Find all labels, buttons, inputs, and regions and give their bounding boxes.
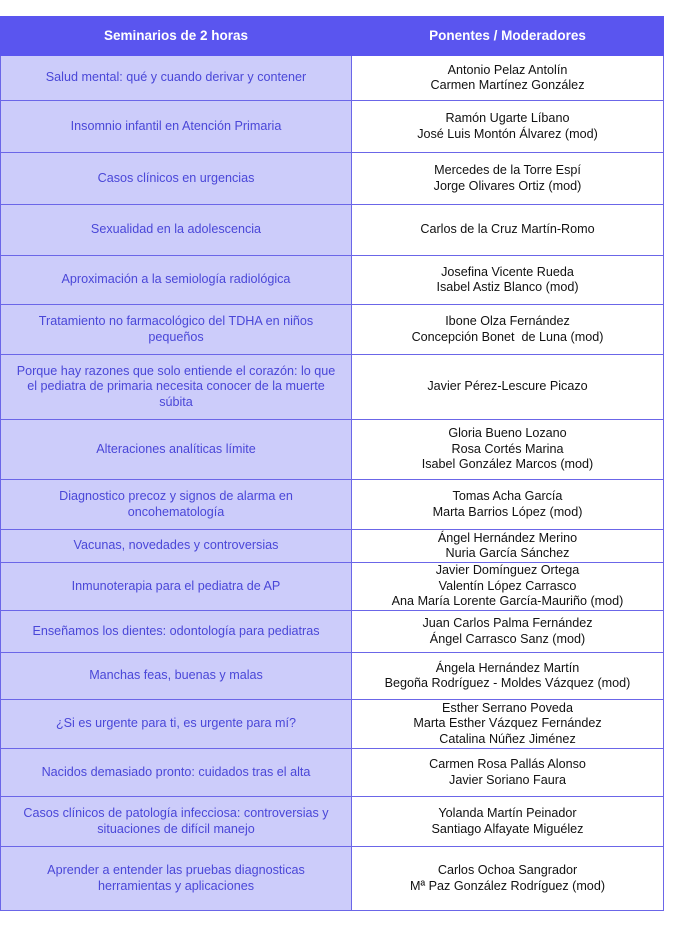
speaker-name: Nuria García Sánchez [445, 546, 570, 560]
header-speakers: Ponentes / Moderadores [352, 17, 664, 56]
seminar-title [1, 101, 352, 153]
speaker-name: Mª Paz González Rodríguez (mod) [409, 878, 606, 893]
speaker-name: Javier Pérez-Lescure Picazo [427, 379, 588, 394]
speaker-name: Carmen Martínez González [430, 78, 585, 92]
seminar-title-line: oncohematología [127, 504, 225, 519]
table-row [1, 847, 664, 911]
seminar-title-line: Enseñamos los dientes: odontología para pediatras [32, 623, 320, 638]
speaker-name: Santiago Alfayate Miguélez [431, 821, 584, 836]
speaker-name: Josefina Vicente Rueda [441, 264, 574, 279]
seminar-title-line: situaciones de difícil manejo [97, 821, 255, 836]
seminar-title-line: súbita [159, 394, 193, 409]
seminar-title [1, 56, 352, 101]
seminar-title [1, 611, 352, 653]
table-row [1, 530, 664, 563]
table-row [1, 700, 664, 749]
seminar-title-line: Insomnio infantil en Atención Primaria [70, 118, 282, 133]
speaker-name: José Luis Montón Álvarez (mod) [417, 126, 598, 141]
speakers-cell [352, 847, 664, 911]
seminar-title [1, 749, 352, 797]
speaker-name: Ángela Hernández Martín [435, 660, 580, 675]
table-row [1, 563, 664, 611]
speaker-name: Isabel Astiz Blanco (mod) [436, 280, 579, 294]
speakers-cell [352, 101, 664, 153]
speakers-cell [352, 700, 664, 749]
speakers-cell [352, 355, 664, 420]
table-row [1, 749, 664, 797]
seminar-title-line: pequeños [148, 329, 204, 344]
seminar-title [1, 797, 352, 847]
speaker-name: Antonio Pelaz Antolín [447, 62, 568, 77]
seminar-title-line: Nacidos demasiado pronto: cuidados tras el alta [41, 764, 311, 779]
speaker-name: Rosa Cortés Marina [451, 441, 564, 456]
table-row [1, 153, 664, 205]
speakers-cell [352, 256, 664, 305]
seminar-title [1, 256, 352, 305]
speaker-name: Concepción Bonet de Luna (mod) [411, 329, 604, 344]
seminar-title-line: Sexualidad en la adolescencia [90, 222, 262, 237]
speaker-name: Juan Carlos Palma Fernández [422, 616, 593, 630]
seminar-title-line: Manchas feas, buenas y malas [89, 668, 263, 683]
table-row [1, 101, 664, 153]
seminar-title-line: Alteraciones analíticas límite [96, 441, 256, 456]
table-row [1, 480, 664, 530]
table-row [1, 205, 664, 256]
speakers-cell [352, 153, 664, 205]
table-row [1, 305, 664, 355]
speakers-cell [352, 305, 664, 355]
seminar-title-line: Casos clínicos en urgencias [97, 170, 255, 185]
seminar-title-line: herramientas y aplicaciones [97, 878, 255, 893]
speaker-name: Ibone Olza Fernández [445, 314, 570, 328]
seminar-title-line: Salud mental: qué y cuando derivar y contener [45, 70, 307, 85]
speakers-cell [352, 56, 664, 101]
seminar-title-line: Aproximación a la semiología radiológica [61, 272, 291, 287]
speaker-name: Tomas Acha García [452, 489, 563, 503]
speakers-cell [352, 563, 664, 611]
table-row [1, 611, 664, 653]
seminar-title [1, 530, 352, 563]
seminar-title [1, 205, 352, 256]
table-header-row [1, 17, 664, 56]
speaker-name: Gloria Bueno Lozano [448, 426, 567, 441]
seminar-title-line: el pediatra de primaria necesita conocer de la muerte [27, 379, 325, 394]
speaker-name: Marta Barrios López (mod) [432, 504, 583, 519]
seminar-title [1, 480, 352, 530]
speaker-name: Carmen Rosa Pallás Alonso [429, 757, 586, 771]
table-row [1, 256, 664, 305]
speaker-name: Catalina Núñez Jiménez [439, 731, 576, 746]
seminar-title-line: Porque hay razones que solo entiende el corazón: lo que [16, 363, 336, 378]
speakers-cell [352, 530, 664, 563]
speaker-name: Ramón Ugarte Líbano [445, 111, 570, 125]
seminar-title [1, 153, 352, 205]
seminar-title-line: Diagnostico precoz y signos de alarma en [59, 489, 293, 503]
speaker-name: Javier Soriano Faura [449, 772, 566, 787]
speakers-cell [352, 205, 664, 256]
speaker-name: Carlos Ochoa Sangrador [437, 863, 578, 877]
seminar-title-line: Tratamiento no farmacológico del TDHA en niños [38, 314, 314, 328]
speaker-name: Begoña Rodríguez - Moldes Vázquez (mod) [384, 676, 631, 690]
seminar-title [1, 355, 352, 420]
seminar-title [1, 563, 352, 611]
table-row [1, 56, 664, 101]
table-body [1, 56, 664, 911]
seminar-title-line: Vacunas, novedades y controversias [73, 538, 279, 553]
speaker-name: Ángel Hernández Merino [437, 530, 578, 545]
seminar-title-line: ¿Si es urgente para ti, es urgente para mí? [55, 716, 297, 731]
speakers-cell [352, 480, 664, 530]
speaker-name: Esther Serrano Poveda [442, 700, 573, 715]
seminars-table [0, 16, 664, 911]
table-row [1, 355, 664, 420]
seminar-title [1, 420, 352, 480]
seminar-title [1, 847, 352, 911]
speaker-name: Mercedes de la Torre Espí [434, 163, 581, 177]
header-seminars: Seminarios de 2 horas [1, 17, 352, 56]
speakers-cell [352, 797, 664, 847]
speakers-cell [352, 420, 664, 480]
seminar-title-line: Inmunoterapia para el pediatra de AP [71, 578, 281, 593]
speaker-name: Ana María Lorente García-Mauriño (mod) [391, 594, 624, 609]
seminar-title [1, 305, 352, 355]
speakers-cell [352, 653, 664, 700]
seminar-title-line: Aprender a entender las pruebas diagnosticas [47, 863, 305, 877]
speaker-name: Javier Domínguez Ortega [435, 563, 580, 578]
speakers-cell [352, 749, 664, 797]
speakers-cell [352, 611, 664, 653]
speaker-name: Ángel Carrasco Sanz (mod) [429, 631, 586, 646]
seminar-title [1, 700, 352, 749]
speaker-name: Marta Esther Vázquez Fernández [413, 716, 602, 731]
table-row [1, 653, 664, 700]
speaker-name: Carlos de la Cruz Martín-Romo [420, 222, 595, 237]
speaker-name: Isabel González Marcos (mod) [421, 457, 594, 472]
speaker-name: Valentín López Carrasco [438, 578, 577, 593]
table-row [1, 797, 664, 847]
speaker-name: Jorge Olivares Ortiz (mod) [433, 178, 582, 193]
table-row [1, 420, 664, 480]
seminar-title-line: Casos clínicos de patología infecciosa: controversias y [23, 806, 329, 820]
seminar-title [1, 653, 352, 700]
speaker-name: Yolanda Martín Peinador [438, 806, 577, 820]
